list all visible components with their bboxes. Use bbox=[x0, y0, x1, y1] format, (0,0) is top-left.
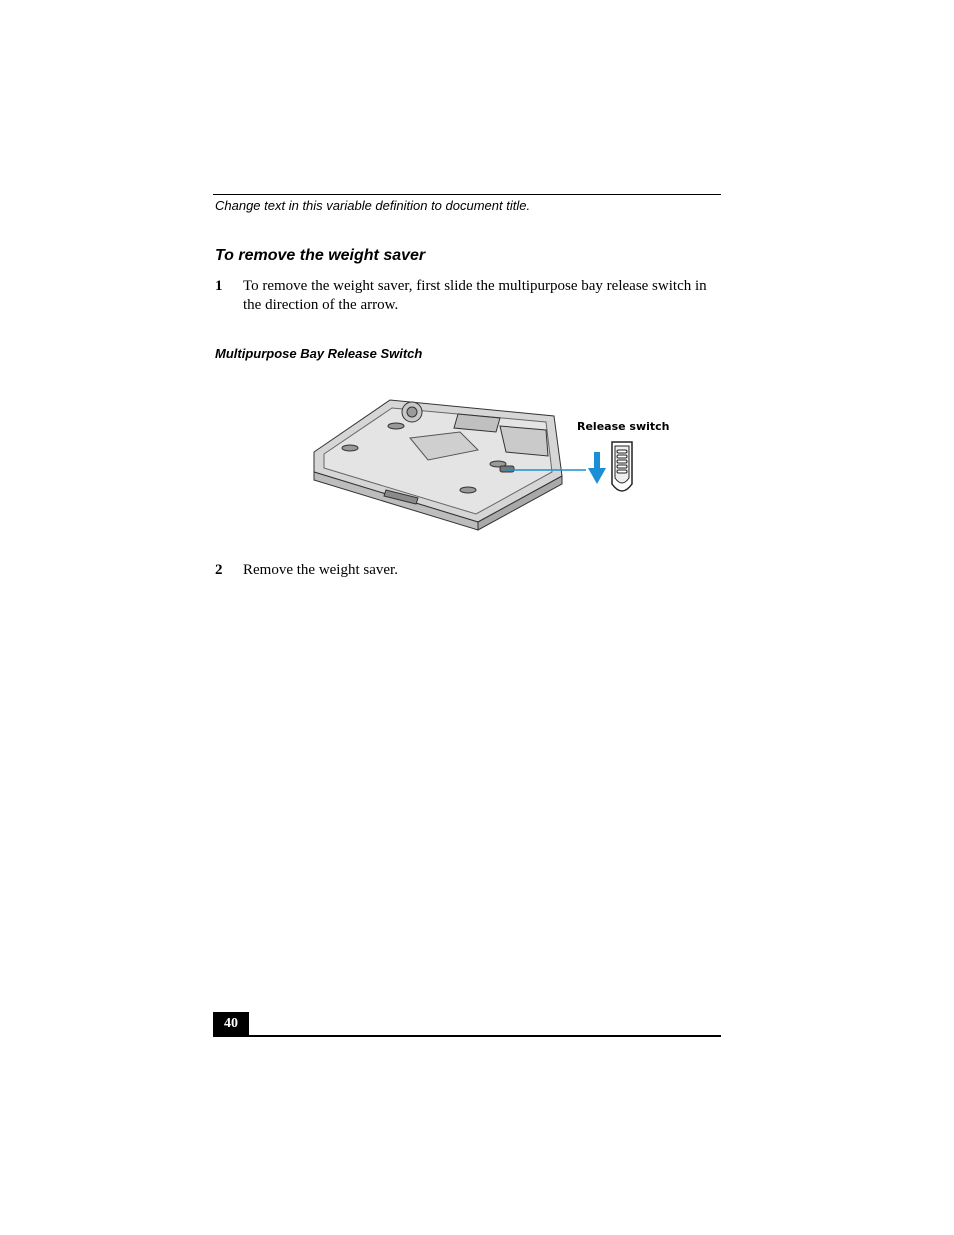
step-text: To remove the weight saver, first slide the multipurpose bay release switch in the direction of the arrow. bbox=[243, 278, 707, 313]
down-arrow-icon bbox=[588, 452, 606, 484]
release-switch-closeup bbox=[612, 442, 632, 491]
figure-caption: Multipurpose Bay Release Switch bbox=[215, 346, 423, 361]
laptop-body bbox=[314, 400, 562, 530]
footer-rule bbox=[213, 1035, 721, 1037]
release-switch-label: Release switch bbox=[577, 420, 670, 433]
running-header: Change text in this variable definition to document title. bbox=[215, 198, 531, 213]
header-rule bbox=[213, 194, 721, 195]
step-text: Remove the weight saver. bbox=[243, 562, 398, 578]
laptop-underside-illustration bbox=[300, 380, 680, 540]
page-number: 40 bbox=[213, 1012, 249, 1036]
step-number: 1 bbox=[215, 278, 223, 294]
step-number: 2 bbox=[215, 562, 223, 578]
section-title: To remove the weight saver bbox=[215, 247, 426, 264]
